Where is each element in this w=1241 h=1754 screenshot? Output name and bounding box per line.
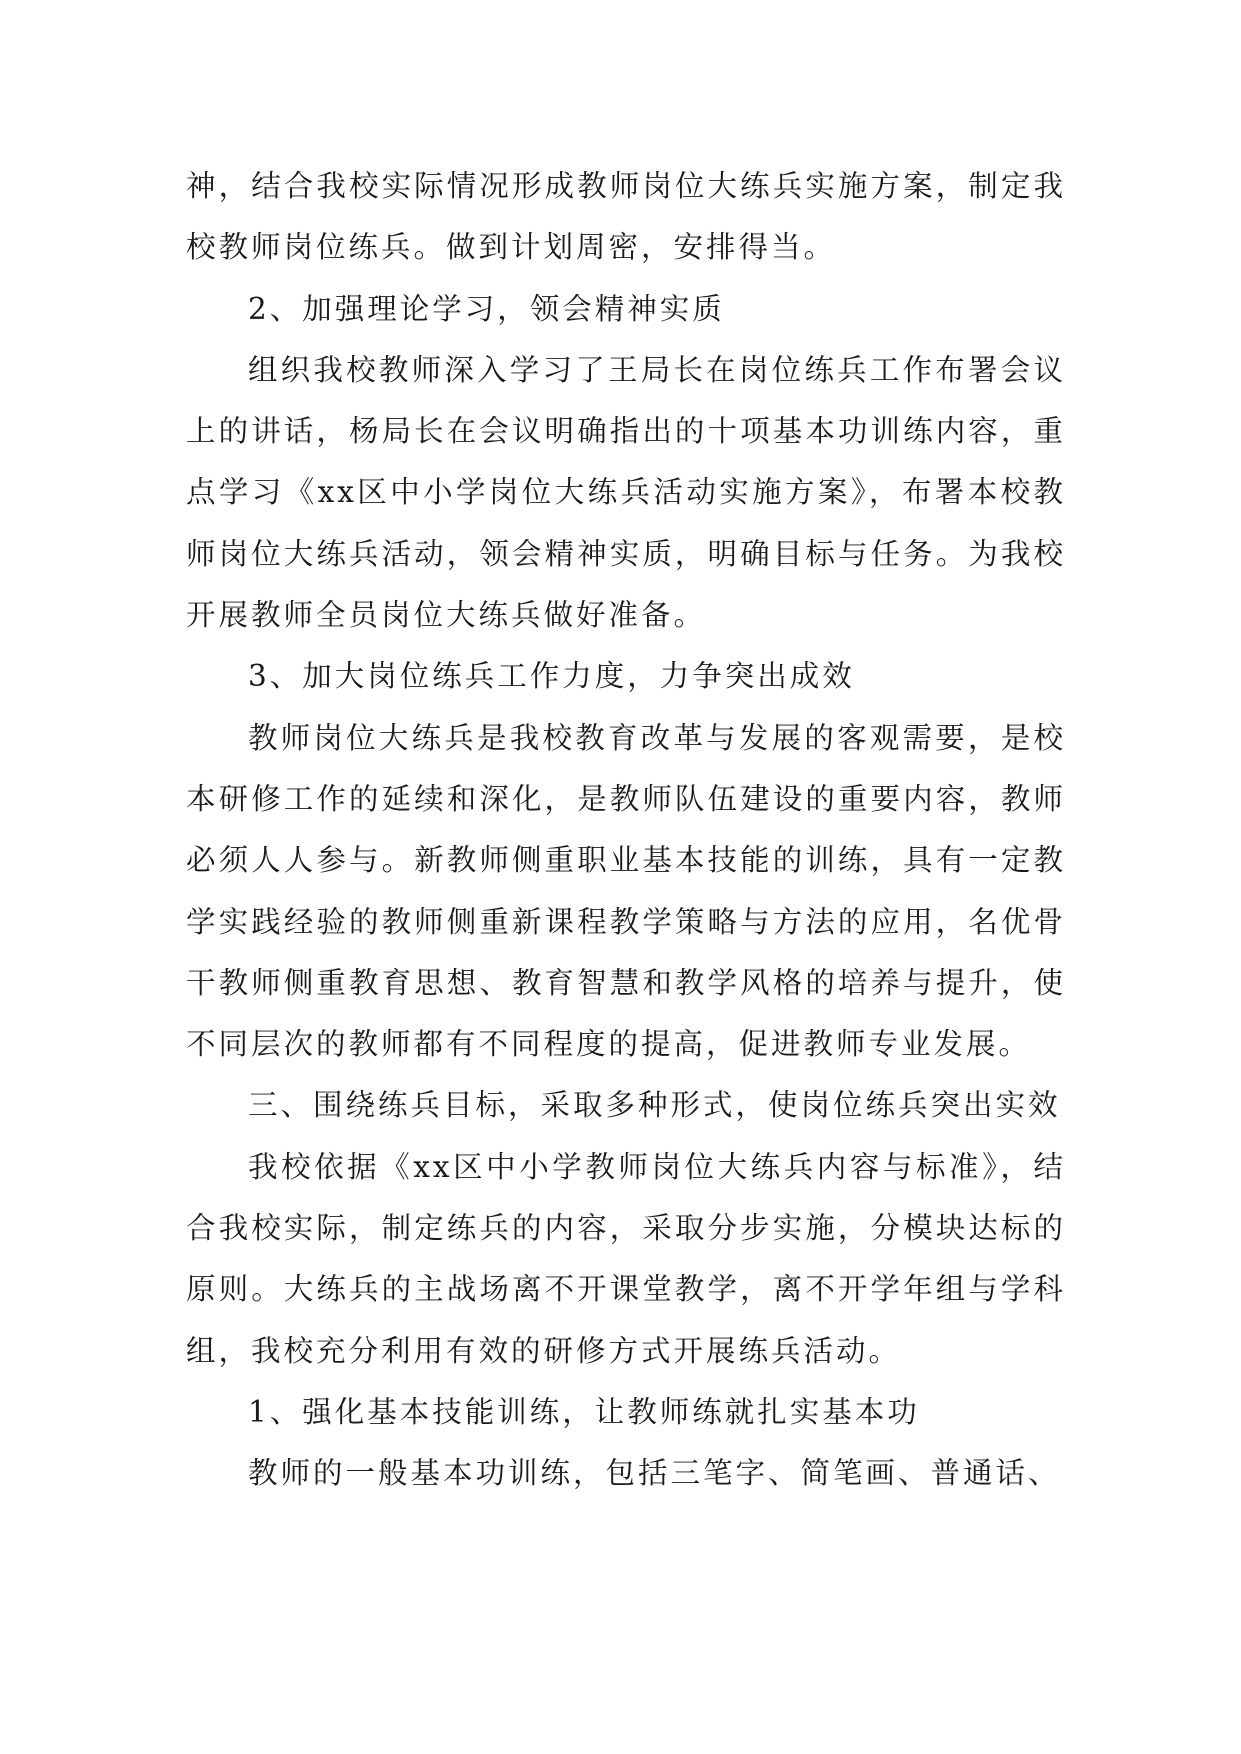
- paragraph-standards: 我校依据《xx区中小学教师岗位大练兵内容与标准》，结合我校实际，制定练兵的内容，采取分步实施，分模块达标的原则。大练兵的主战场离不开课堂教学，离不开学年组与学科组，我校充分利用有效的研修方式开展练兵活动。: [186, 1149, 1066, 1368]
- document-body: [186, 156, 1066, 1505]
- subheading-3: 3、加大岗位练兵工作力度，力争突出成效: [247, 659, 855, 694]
- paragraph-continuation: 神，结合我校实际情况形成教师岗位大练兵实施方案，制定我校教师岗位练兵。做到计划周密，安排得当。: [186, 169, 1066, 265]
- subheading-1: 1、强化基本技能训练，让教师练就扎实基本功: [247, 1394, 920, 1429]
- subheading-2: 2、加强理论学习，领会精神实质: [247, 291, 725, 326]
- paragraph-training-needs: 教师岗位大练兵是我校教育改革与发展的客观需要，是校本研修工作的延续和深化，是教师队伍建设的重要内容，教师必须人人参与。新教师侧重职业基本技能的训练，具有一定教学实践经验的教师侧重新课程教学策略与方法的应用，名优骨干教师侧重教育思想、教育智慧和教学风格的培养与提升，使不同层次的教师都有不同程度的提高，促进教师专业发展。: [186, 720, 1066, 1062]
- section-heading-3: 三、围绕练兵目标，采取多种形式，使岗位练兵突出实效: [247, 1088, 1061, 1123]
- paragraph-theory-study: 组织我校教师深入学习了王局长在岗位练兵工作布署会议上的讲话，杨局长在会议明确指出的十项基本功训练内容，重点学习《xx区中小学岗位大练兵活动实施方案》，布署本校教师岗位大练兵活动，领会精神实质，明确目标与任务。为我校开展教师全员岗位大练兵做好准备。: [186, 352, 1066, 633]
- paragraph-basic-skills: 教师的一般基本功训练，包括三笔字、简笔画、普通话、: [247, 1456, 1061, 1491]
